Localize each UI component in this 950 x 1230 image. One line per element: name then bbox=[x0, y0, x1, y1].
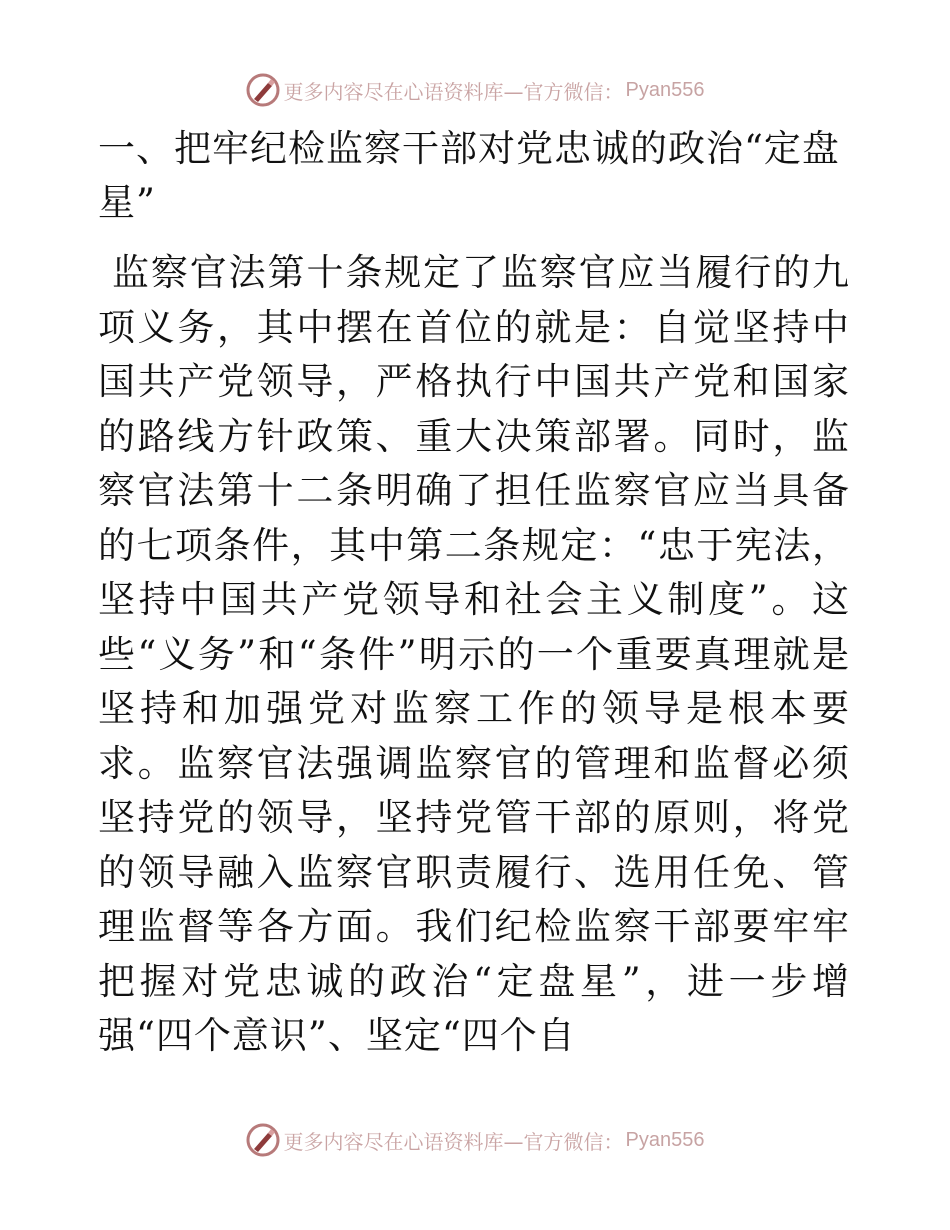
footer-watermark bbox=[0, 1120, 950, 1160]
watermark-text: 更多内容尽在心语资料库—官方微信： bbox=[283, 79, 624, 104]
watermark-account: Pyan556 bbox=[625, 1128, 705, 1151]
body-paragraph: 监察官法第十条规定了监察官应当履行的九项义务，其中摆在首位的就是：自觉坚持中国共产党领导，严格执行中国共产党和国家的路线方针政策、重大决策部署。同时，监察官法第十二条明确了担任监察官应当具备的七项条件，其中第二条规定：“忠于宪法，坚持中国共产党领导和社会主义制度”。这些“义务”和“条件”明示的一个重要真理就是坚持和加强党对监察工作的领导是根本要求。监察官法强调监察官的管理和监督必须坚持党的领导，坚持党管干部的原则，将党的领导融入监察官职责履行、选用任免、管理监督等各方面。我们纪检监察干部要牢牢把握对党忠诚的政治“定盘星”，进一步增强“四个意识”、坚定“四个自 bbox=[98, 251, 850, 1057]
watermark-account: Pyan556 bbox=[625, 78, 705, 101]
watermark-text: 更多内容尽在心语资料库—官方微信： bbox=[283, 1129, 624, 1154]
pen-logo-icon bbox=[246, 73, 280, 107]
pen-logo-icon bbox=[246, 1123, 280, 1157]
header-watermark bbox=[0, 70, 950, 110]
section-heading: 一、把牢纪检监察干部对党忠诚的政治“定盘星” bbox=[98, 127, 840, 224]
